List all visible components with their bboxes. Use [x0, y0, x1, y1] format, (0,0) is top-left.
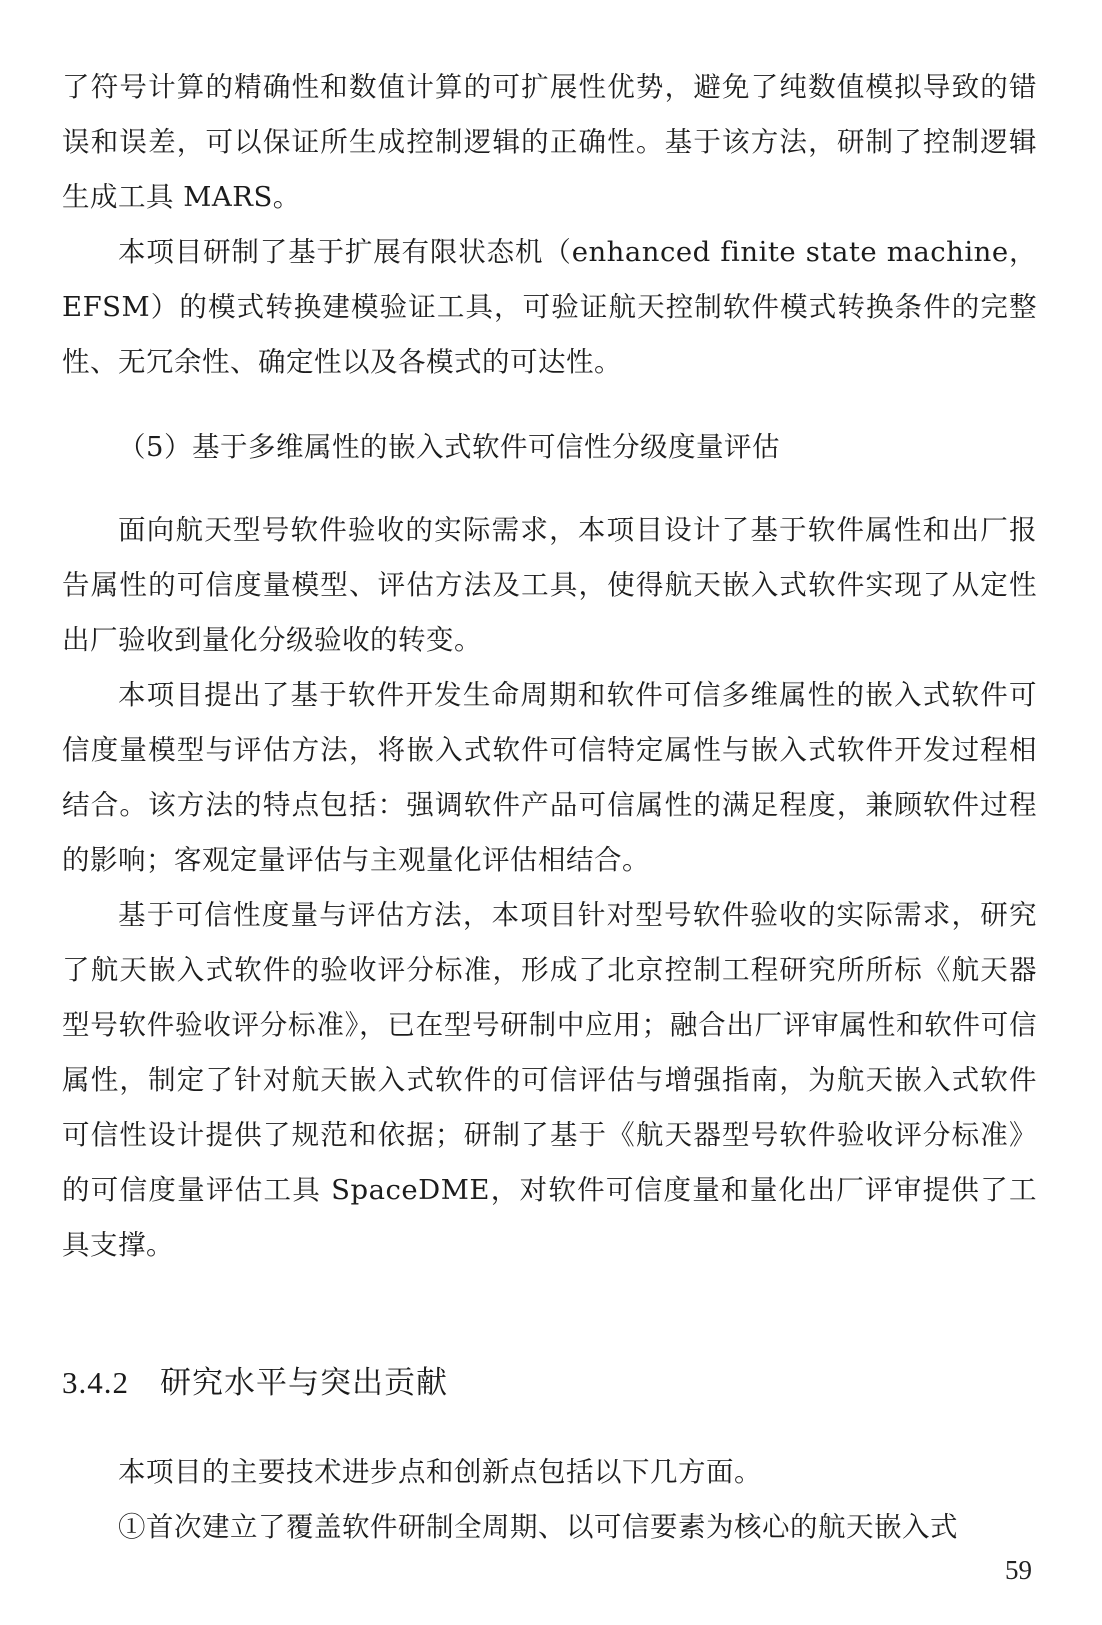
body-paragraph-2: 本项目研制了基于扩展有限状态机（enhanced finite state machine，EFSM）的模式转换建模验证工具，可验证航天控制软件模式转换条件的完整性、无冗余性、确定性以及各模式的可达性。 [62, 236, 1037, 378]
section-number: 3.4.2 [62, 1365, 129, 1400]
body-paragraph-5: 基于可信性度量与评估方法，本项目针对型号软件验收的实际需求，研究了航天嵌入式软件的验收评分标准，形成了北京控制工程研究所所标《航天器型号软件验收评分标准》，已在型号研制中应用；融合出厂评审属性和软件可信属性，制定了针对航天嵌入式软件的可信评估与增强指南，为航天嵌入式软件可信性设计提供了规范和依据；研制了基于《航天器型号软件验收评分标准》的可信度量评估工具 SpaceDME，对软件可信度量和量化出厂评审提供了工具支撑。 [62, 899, 1037, 1261]
body-paragraph-4: 本项目提出了基于软件开发生命周期和软件可信多维属性的嵌入式软件可信度量模型与评估方法，将嵌入式软件可信特定属性与嵌入式软件开发过程相结合。该方法的特点包括：强调软件产品可信属性的满足程度，兼顾软件过程的影响；客观定量评估与主观量化评估相结合。 [62, 679, 1037, 876]
body-paragraph-6: 本项目的主要技术进步点和创新点包括以下几方面。 [118, 1456, 762, 1488]
body-paragraph-7: ①首次建立了覆盖软件研制全周期、以可信要素为核心的航天嵌入式 [118, 1511, 958, 1543]
page-number: 59 [1005, 1555, 1032, 1585]
document-page [62, 60, 1037, 1555]
section-heading [62, 1361, 1037, 1405]
section-title: 研究水平与突出贡献 [160, 1365, 448, 1401]
subsection-heading: （5）基于多维属性的嵌入式软件可信性分级度量评估 [118, 431, 780, 463]
body-paragraph-3: 面向航天型号软件验收的实际需求，本项目设计了基于软件属性和出厂报告属性的可信度量模型、评估方法及工具，使得航天嵌入式软件实现了从定性出厂验收到量化分级验收的转变。 [62, 514, 1037, 656]
body-paragraph-1: 了符号计算的精确性和数值计算的可扩展性优势，避免了纯数值模拟导致的错误和误差，可以保证所生成控制逻辑的正确性。基于该方法，研制了控制逻辑生成工具 MARS。 [62, 71, 1037, 213]
